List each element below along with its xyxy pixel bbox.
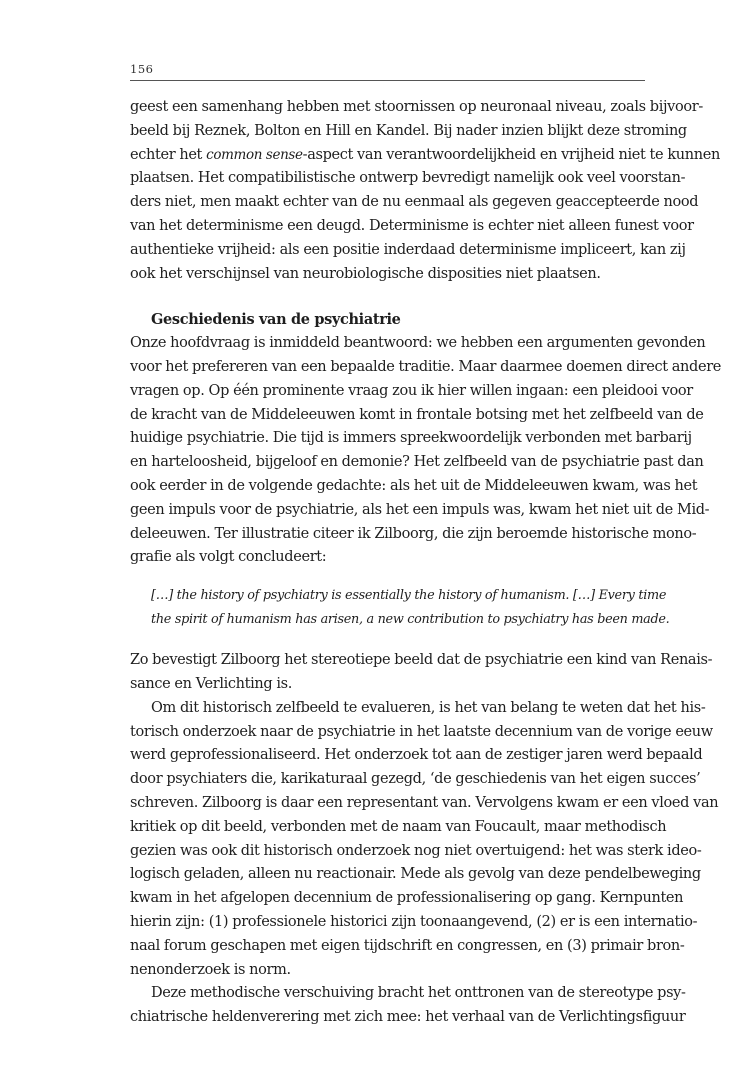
text-line: schreven. Zilboorg is daar een representant van. Vervolgens kwam er een vloed van (130, 794, 719, 811)
text-line: kwam in het afgelopen decennium de professionalisering op gang. Kernpunten (130, 890, 684, 907)
text-line: nenonderzoek is norm. (130, 961, 291, 978)
body-text (130, 96, 722, 1030)
spacer (130, 631, 645, 649)
italic-phrase: common sense (206, 146, 303, 163)
text-line: kritiek op dit beeld, verbonden met de naam van Foucault, maar methodisch (130, 818, 667, 835)
paragraph-5 (130, 982, 686, 1030)
text-fragment: echter het (130, 146, 207, 163)
text-line: chiatrische heldenverering met zich mee: het verhaal van de Verlichtingsfiguur (130, 1009, 686, 1026)
paragraph-3 (130, 649, 713, 697)
quote-line: […] the history of psychiatry is essentially the history of humanism. […] Every time (151, 588, 667, 604)
text-line: naal forum geschapen met eigen tijdschrift en congressen, en (3) primair bron- (130, 937, 685, 954)
text-line: Om dit historisch zelfbeeld te evalueren, is het van belang te weten dat het his- (151, 699, 706, 716)
text-line: door psychiaters die, karikaturaal gezegd, ‘de geschiedenis van het eigen succes’ (130, 771, 701, 788)
block-quote (130, 584, 670, 631)
running-header (130, 62, 645, 81)
text-line: torisch onderzoek naar de psychiatrie in het laatste decennium van de vorige eeuw (130, 723, 713, 740)
text-line: deleeuwen. Ter illustratie citeer ik Zilboorg, die zijn beroemde historische mono- (130, 525, 697, 542)
text-line (130, 144, 720, 168)
text-line: van het determinisme een deugd. Determinisme is echter niet alleen funest voor (130, 217, 694, 234)
text-line: vragen op. Op één prominente vraag zou ik hier willen ingaan: een pleidooi voor (130, 382, 693, 399)
text-line: Deze methodische verschuiving bracht het onttronen van de stereotype psy- (151, 985, 686, 1002)
text-fragment: -aspect van verantwoordelijkheid en vrijheid niet te kunnen (302, 146, 720, 163)
text-line: logisch geladen, alleen nu reactionair. Mede als gevolg van deze pendelbeweging (130, 866, 701, 883)
page-number: 156 (130, 62, 154, 76)
text-line: ook het verschijnsel van neurobiologische disposities niet plaatsen. (130, 265, 601, 282)
text-line: gezien was ook dit historisch onderzoek nog niet overtuigend: het was sterk ideo- (130, 842, 702, 859)
text-line: plaatsen. Het compatibilistische ontwerp bevredigt namelijk ook veel voorstan- (130, 170, 686, 187)
text-line: authentieke vrijheid: als een positie inderdaad determinisme impliceert, kan zij (130, 241, 686, 258)
paragraph-1 (130, 96, 720, 286)
text-line: de kracht van de Middeleeuwen komt in frontale botsing met het zelfbeeld van de (130, 406, 704, 423)
text-line: ook eerder in de volgende gedachte: als het uit de Middeleeuwen kwam, was het (130, 477, 698, 494)
text-line: en harteloosheid, bijgeloof en demonie? Het zelfbeeld van de psychiatrie past dan (130, 454, 704, 471)
section-heading: Geschiedenis van de psychiatrie (151, 311, 401, 329)
text-line: huidige psychiatrie. Die tijd is immers spreekwoordelijk verbonden met barbarij (130, 430, 692, 447)
text-line: ders niet, men maakt echter van de nu eenmaal als gegeven geaccepteerde nood (130, 194, 699, 211)
text-line: sance en Verlichting is. (130, 675, 293, 692)
paragraph-4 (130, 697, 719, 983)
text-line: geest een samenhang hebben met stoornissen op neuronaal niveau, zoals bijvoor- (130, 99, 703, 115)
text-line: hierin zijn: (1) professionele historici zijn toonaangevend, (2) er is een internatio- (130, 913, 698, 930)
paragraph-2 (130, 332, 722, 570)
text-line: voor het prefereren van een bepaalde traditie. Maar daarmee doemen direct andere (130, 358, 722, 375)
quote-line: the spirit of humanism has arisen, a new contribution to psychiatry has been made. (151, 611, 670, 627)
text-line: grafie als volgt concludeert: (130, 549, 327, 566)
text-line: Onze hoofdvraag is inmiddeld beantwoord: we hebben een argumenten gevonden (130, 335, 706, 352)
spacer (130, 570, 645, 584)
text-line: werd geprofessionaliseerd. Het onderzoek tot aan de zestiger jaren werd bepaald (130, 747, 703, 764)
text-line: geen impuls voor de psychiatrie, als het een impuls was, kwam het niet uit de Mid- (130, 501, 710, 518)
spacer (130, 286, 645, 308)
text-line: Zo bevestigt Zilboorg het stereotiepe beeld dat de psychiatrie een kind van Renais- (130, 652, 713, 669)
text-line: beeld bij Reznek, Bolton en Hill en Kandel. Bij nader inzien blijkt deze stroming (130, 122, 687, 139)
